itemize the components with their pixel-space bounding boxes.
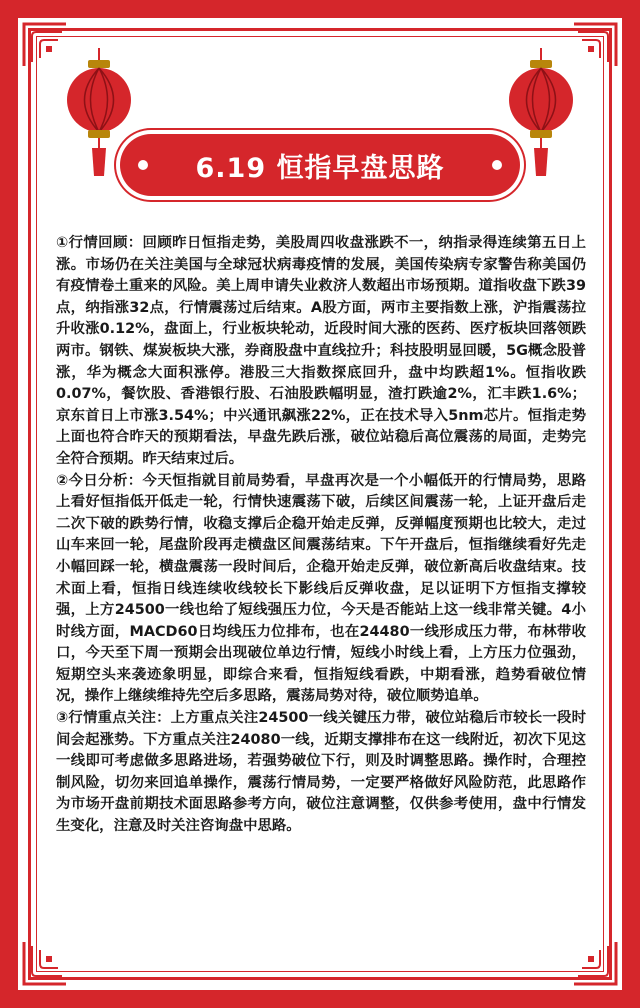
paragraph-today-analysis: ②今日分析：今天恒指就目前局势看，早盘再次是一个小幅低开的行情局势，思路上看好恒指低开低走一轮，行情快速震荡下破，后续区间震荡一轮，上证开盘后走二次下破的跌势行情，收稳支撑后企稳开始走反弹，反弹幅度预期也比较大，走过山车来回一轮，尾盘阶段再走横盘区间震荡结束。下午开盘后，恒指继续看好先走小幅回踩一轮，横盘震荡一段时间后，企稳开始走反弹，破位新高后收盘结束。技术面上看，恒指日线连续收线较长下影线后反弹收盘，足以证明下方恒指支撑较强，上方24500一线也给了短线强压力位，今天是否能站上这一线非常关键。4小时线方面，MACD60日均线压力位排布，也在24480一线形成压力带，布林带收口，今天至下周一预期会出现破位单边行情，短线小时线上看，上方压力位强劲，短期空头来袭迹象明显，即综合来看，恒指短线看跌，中期看涨，趋势看破位情况，操作上继续维持先空后多思路，震荡局势对待，破位顺势追单。 (56, 472, 586, 705)
paragraph-key-focus: ③行情重点关注：上方重点关注24500一线关键压力带，破位站稳后市较长一段时间会起涨势。下方重点关注24080一线，近期支撑排布在这一线附近，初次下见这一线即可考虑做多思路进场，若强势破位下行，则及时调整思路。操作时，合理控制风险，切勿来回追单操作，震荡行情局势，一定要严格做好风险防范，此思路作为市场开盘前期技术面思路参考方向，破位注意调整，仅供参考使用，盘中行情发生变化，注意及时关注咨询盘中思路。 (56, 710, 586, 835)
article-body (56, 233, 586, 838)
corner-ornament-icon (572, 940, 618, 986)
corner-ornament-icon (22, 940, 68, 986)
banner-dot (492, 160, 502, 170)
paragraph-market-review: ①行情回顾：回顾昨日恒指走势，美股周四收盘涨跌不一，纳指录得连续第五日上涨。市场仍在关注美国与全球冠状病毒疫情的发展，美国传染病专家警告称美国仍有疫情卷土重来的风险。美上周申请失业救济人数超出市场预期。道指收盘下跌39点，纳指涨32点，行情震荡过后结束。A股方面，两市主要指数上涨，沪指震荡拉升收涨0.12%，盘面上，行业板块轮动，近段时间大涨的医药、医疗板块回落领跌两市。钢铁、煤炭板块大涨，券商股盘中直线拉升；科技股明显回暖，5G概念股普涨，华为概念大面积涨停。港股三大指数探底回升，盘中均跌超1%。恒指收跌0.07%，餐饮股、香港银行股、石油股跌幅明显，渣打跌逾2%，汇丰跌1.6%；京东首日上市涨3.54%；中兴通讯飙涨22%，正在技术导入5nm芯片。恒指走势上面也符合昨天的预期看法，早盘先跌后涨，破位站稳后高位震荡的局面，走势完全符合预期。昨天结束过后。 (56, 235, 586, 467)
corner-ornament-icon (22, 22, 68, 68)
content-card (18, 18, 622, 990)
page-title: 6.19 恒指早盘思路 (195, 152, 445, 184)
corner-ornament-icon (572, 22, 618, 68)
banner-dot (138, 160, 148, 170)
title-banner (120, 134, 520, 196)
